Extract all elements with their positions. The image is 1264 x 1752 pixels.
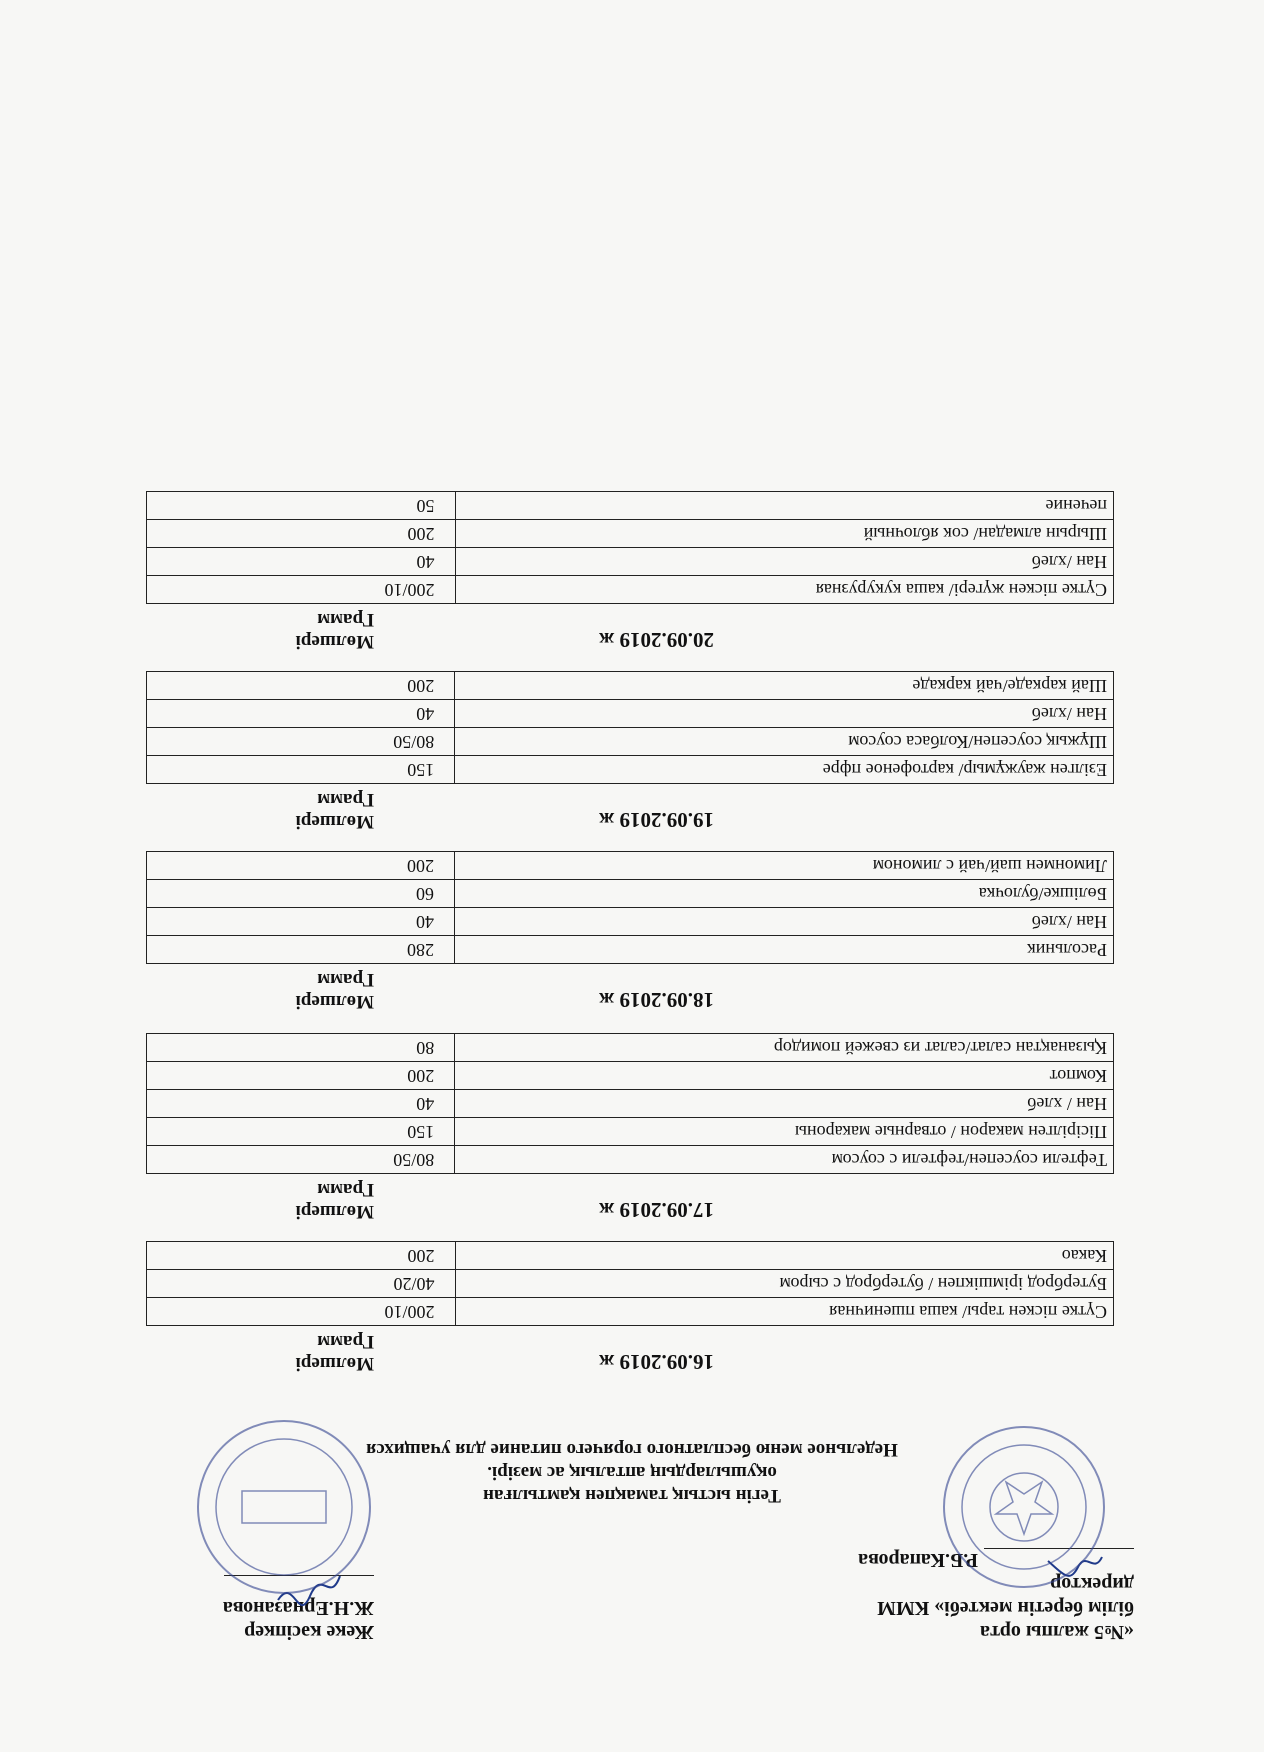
approval-school-director-name: Р.Б.Капарова [858, 1549, 978, 1571]
dish-cell: Бутерброд ірімшікпен / бутерброд с сыром [455, 1270, 1113, 1298]
day-date: 19.09.2019 ж [599, 808, 714, 832]
qty-cell: 200 [147, 1242, 456, 1270]
approval-entrepreneur-line2: Ж.Н.Ерназанова [222, 1597, 374, 1619]
qty-cell: 40 [147, 908, 455, 936]
qty-header [296, 968, 374, 1012]
qty-cell: 40 [147, 1090, 455, 1118]
day-date: 17.09.2019 ж [599, 1198, 714, 1222]
dish-cell: Бөлішке/булочка [455, 880, 1114, 908]
qty-cell: 40 [147, 700, 455, 728]
dish-cell: Езілген жаужұмыр/ картофеное пфре [455, 756, 1114, 784]
dish-cell: Расольник [455, 936, 1114, 964]
qty-cell: 60 [147, 880, 455, 908]
qty-cell: 150 [147, 1118, 455, 1146]
dish-cell: Шырын алмадан/ сок яблочный [455, 520, 1113, 548]
table-row [147, 1146, 1114, 1174]
qty-header-label: Мөлшері [295, 631, 374, 652]
menu-title-line1: Тегін ыстық тамақпен қамтылған [483, 1485, 781, 1506]
table-row [147, 520, 1114, 548]
approval-school-line2: білім беретін мектебі» КММ [876, 1597, 1134, 1619]
table-row [147, 1242, 1114, 1270]
qty-cell: 200 [147, 1062, 455, 1090]
qty-cell: 200 [147, 852, 455, 880]
dish-cell: Нан / хлеб [455, 1090, 1114, 1118]
qty-cell: 200/10 [147, 1298, 456, 1326]
qty-cell: 80/50 [147, 728, 455, 756]
table-row [147, 1298, 1114, 1326]
dish-cell: Лимонмен шай/чай с лимоном [455, 852, 1114, 880]
dish-cell: печение [455, 492, 1113, 520]
qty-header-label: Мөлшері [295, 1353, 374, 1374]
table-row [147, 756, 1114, 784]
menu-title-line3: Недельное меню бесплатного горячего питание для учащихся [366, 1439, 898, 1460]
table-row [147, 548, 1114, 576]
qty-header-label: Мөлшері [295, 991, 374, 1012]
qty-header [296, 608, 374, 652]
qty-header-label: Мөлшері [295, 1201, 374, 1222]
table-row [147, 1118, 1114, 1146]
day-section-3 [134, 851, 1114, 1012]
day-section-4 [134, 671, 1114, 832]
qty-header [296, 1178, 374, 1222]
approval-entrepreneur-line1: Жеке кәсіпкер [244, 1621, 374, 1643]
day-section-5 [134, 491, 1114, 652]
table-row [147, 576, 1114, 604]
table-row [147, 936, 1114, 964]
day-menu-table [146, 491, 1114, 604]
qty-cell: 50 [147, 492, 456, 520]
dish-cell: Тефтели соусепен/тефтели с соусом [455, 1146, 1114, 1174]
table-row [147, 880, 1114, 908]
table-row [147, 728, 1114, 756]
qty-cell: 200/10 [147, 576, 456, 604]
table-row [147, 1270, 1114, 1298]
dish-cell: Сүтке піскен жүгері/ каша кукурузная [455, 576, 1113, 604]
day-date: 18.09.2019 ж [599, 988, 714, 1012]
dish-cell: Нан /хлеб [455, 908, 1114, 936]
table-row [147, 852, 1114, 880]
dish-cell: Сүтке піскен тары/ каша пшеничная [455, 1298, 1113, 1326]
table-row [147, 908, 1114, 936]
qty-cell: 280 [147, 936, 455, 964]
table-row [147, 672, 1114, 700]
day-menu-table [146, 851, 1114, 964]
menu-title [0, 1438, 1264, 1507]
qty-cell: 150 [147, 756, 455, 784]
table-row [147, 1090, 1114, 1118]
qty-header-unit: Грамм [317, 1331, 374, 1352]
qty-cell: 200 [147, 672, 455, 700]
day-menu-table [146, 1241, 1114, 1326]
day-menu-table [146, 671, 1114, 784]
dish-cell: Шұжық соусепен/Колбаса соусом [455, 728, 1114, 756]
document-header [0, 1382, 1264, 1652]
approval-school-line1: «№5 жалпы орта [979, 1621, 1134, 1643]
day-section-1 [134, 1241, 1114, 1374]
day-date: 16.09.2019 ж [599, 1350, 714, 1374]
qty-cell: 80/50 [147, 1146, 455, 1174]
dish-cell: Какао [455, 1242, 1113, 1270]
qty-cell: 40 [147, 548, 456, 576]
dish-cell: Нан /хлеб [455, 548, 1113, 576]
qty-cell: 200 [147, 520, 456, 548]
day-date: 20.09.2019 ж [599, 628, 714, 652]
qty-header-unit: Грамм [317, 1179, 374, 1200]
qty-header [296, 788, 374, 832]
table-row [147, 1062, 1114, 1090]
dish-cell: Нан /хлеб [455, 700, 1114, 728]
approval-school-line3: директор [1050, 1573, 1134, 1595]
menu-title-line2: оқушылардың апталық ас мәзірі. [487, 1462, 777, 1483]
dish-cell: Шай каркаде/чай каркаде [455, 672, 1114, 700]
day-menu-table [146, 1033, 1114, 1174]
qty-header-unit: Грамм [317, 969, 374, 990]
dish-cell: Пісірілген макарон / отварные макароны [455, 1118, 1114, 1146]
qty-header-unit: Грамм [317, 609, 374, 630]
dish-cell: Қызанақтан салат/салат из свежей помидор [455, 1034, 1114, 1062]
qty-header-unit: Грамм [317, 789, 374, 810]
table-row [147, 492, 1114, 520]
qty-header [296, 1330, 374, 1374]
qty-cell: 40/20 [147, 1270, 456, 1298]
qty-header-label: Мөлшері [295, 811, 374, 832]
day-section-2 [134, 1033, 1114, 1222]
table-row [147, 1034, 1114, 1062]
table-row [147, 700, 1114, 728]
dish-cell: Компот [455, 1062, 1114, 1090]
qty-cell: 80 [147, 1034, 455, 1062]
